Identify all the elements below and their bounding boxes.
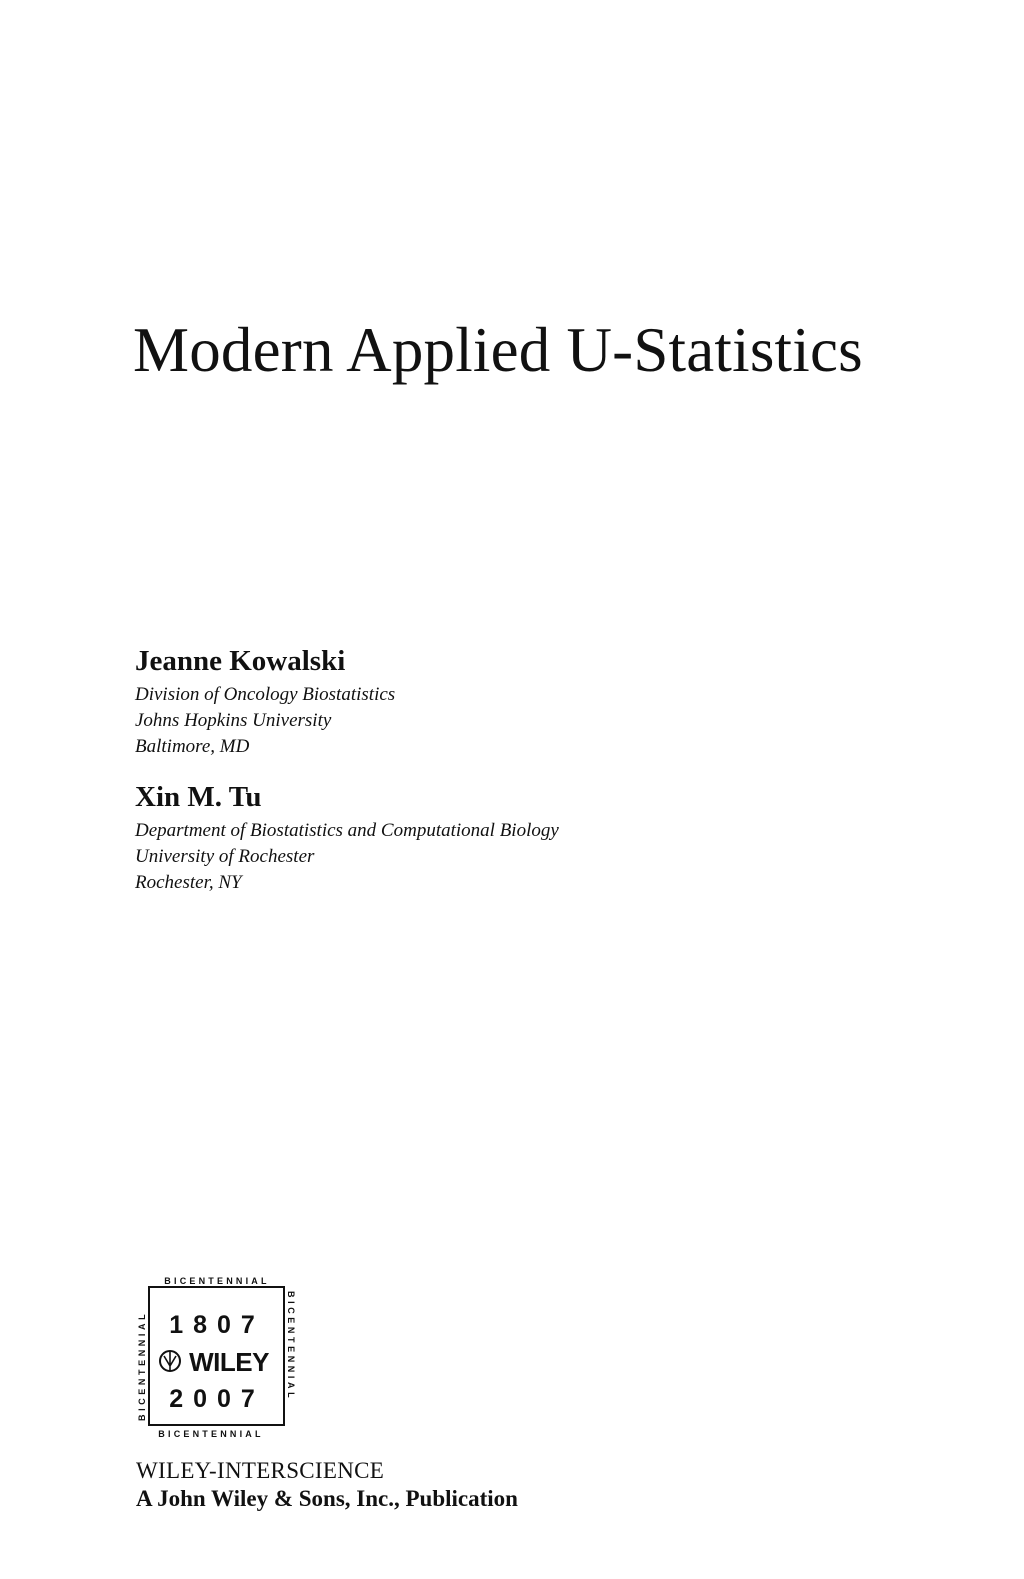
affiliation-line: Division of Oncology Biostatistics: [135, 684, 396, 706]
logo-year-end: 2007: [169, 1385, 265, 1413]
publisher-line: A John Wiley & Sons, Inc., Publication: [136, 1486, 518, 1511]
author-block-tu: [135, 781, 559, 896]
logo-year-start: 1807: [169, 1311, 265, 1339]
author-block-kowalski: [135, 645, 395, 760]
affiliation-line: Rochester, NY: [135, 872, 242, 894]
wiley-bicentennial-logo: [137, 1275, 297, 1440]
affiliation-line: Johns Hopkins University: [135, 710, 332, 732]
publisher-block: [136, 1457, 518, 1513]
wiley-seal-icon: [160, 1351, 180, 1371]
logo-border-text-bottom: BICENTENNIAL: [158, 1429, 264, 1439]
affiliation-line: Department of Biostatistics and Computational Biology: [135, 820, 559, 842]
publisher-imprint: WILEY-INTERSCIENCE: [136, 1458, 385, 1483]
book-title: Modern Applied U-Statistics: [133, 315, 863, 385]
logo-brand: WILEY: [189, 1347, 269, 1377]
affiliation-line: Baltimore, MD: [135, 736, 250, 758]
logo-border-text-left: BICENTENNIAL: [137, 1310, 147, 1421]
author-name: Xin M. Tu: [135, 781, 262, 813]
affiliation-line: University of Rochester: [135, 846, 315, 868]
author-name: Jeanne Kowalski: [135, 645, 346, 677]
logo-border-text-top: BICENTENNIAL: [164, 1276, 270, 1286]
logo-border-text-right: BICENTENNIAL: [286, 1291, 296, 1402]
